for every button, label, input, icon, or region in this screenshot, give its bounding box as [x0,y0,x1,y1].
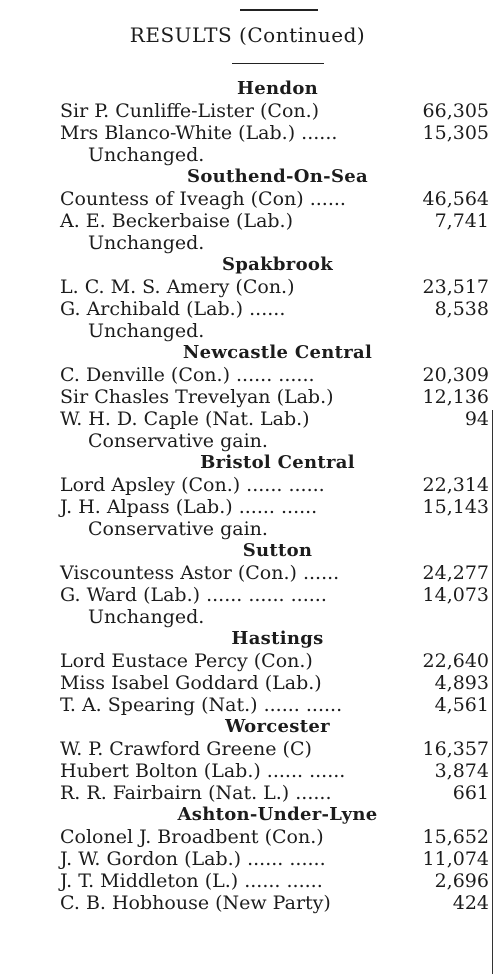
vote-count: 7,741 [434,210,489,232]
vote-count: 22,314 [422,474,489,496]
candidate-row [0,694,495,716]
candidate-name: Lord Apsley (Con.) ...... ...... [60,474,325,496]
candidate-row [0,826,495,848]
vote-count: 23,517 [422,276,489,298]
vote-count: 16,357 [422,738,489,760]
constituency-section [0,804,495,914]
candidate-name: J. H. Alpass (Lab.) ...... ...... [60,496,318,518]
candidate-name: W. H. D. Caple (Nat. Lab.) [60,408,310,430]
candidate-name: J. T. Middleton (L.) ...... ...... [60,870,323,892]
page-title: RESULTS (Continued) [129,23,366,47]
vote-count: 3,874 [434,760,489,782]
constituency-name: Southend-On-Sea [187,166,368,187]
constituency-name: Ashton-Under-Lyne [177,804,378,825]
vote-count: 661 [452,782,489,804]
vote-count: 424 [452,892,489,914]
candidate-name: Miss Isabel Goddard (Lab.) [60,672,322,694]
result-note: Conservative gain. [88,518,268,540]
vote-count: 2,696 [434,870,489,892]
candidate-name: L. C. M. S. Amery (Con.) [60,276,295,298]
constituency-section [0,166,495,254]
constituency-name: Hastings [231,628,324,649]
constituency-section [0,540,495,628]
candidate-name: C. Denville (Con.) ...... ...... [60,364,315,386]
result-note: Unchanged. [88,232,205,254]
candidate-row [0,188,495,210]
candidate-name: G. Archibald (Lab.) ...... [60,298,286,320]
candidate-name: W. P. Crawford Greene (C) [60,738,312,760]
candidate-name: A. E. Beckerbaise (Lab.) [60,210,294,232]
heading-rule [232,63,324,64]
vote-count: 22,640 [422,650,489,672]
vote-count: 4,893 [434,672,489,694]
candidate-row [0,892,495,914]
results-list [0,78,495,914]
candidate-row [0,650,495,672]
result-note: Unchanged. [88,320,205,342]
candidate-row [0,672,495,694]
candidate-name: Hubert Bolton (Lab.) ...... ...... [60,760,346,782]
vote-count: 24,277 [422,562,489,584]
candidate-row [0,562,495,584]
vote-count: 15,143 [422,496,489,518]
constituency-section [0,452,495,540]
candidate-row [0,364,495,386]
constituency-name: Bristol Central [200,452,355,473]
candidate-row [0,298,495,320]
candidate-row [0,848,495,870]
vote-count: 15,305 [422,122,489,144]
vote-count: 11,074 [422,848,489,870]
constituency-name: Worcester [225,716,330,737]
candidate-row [0,408,495,430]
candidate-name: C. B. Hobhouse (New Party) [60,892,331,914]
candidate-name: Lord Eustace Percy (Con.) [60,650,313,672]
candidate-row [0,210,495,232]
candidate-row [0,870,495,892]
candidate-name: Viscountess Astor (Con.) ...... [60,562,340,584]
constituency-name: Newcastle Central [182,342,373,363]
candidate-name: R. R. Fairbairn (Nat. L.) ...... [60,782,332,804]
candidate-row [0,474,495,496]
candidate-row [0,122,495,144]
result-note: Conservative gain. [88,430,268,452]
candidate-name: Sir P. Cunliffe-Lister (Con.) [60,100,320,122]
vote-count: 12,136 [422,386,489,408]
result-note: Unchanged. [88,606,205,628]
vote-count: 20,309 [422,364,489,386]
candidate-name: Colonel J. Broadbent (Con.) [60,826,324,848]
result-note: Unchanged. [88,144,205,166]
candidate-name: T. A. Spearing (Nat.) ...... ...... [60,694,343,716]
constituency-name: Hendon [236,78,319,99]
constituency-section [0,254,495,342]
candidate-name: G. Ward (Lab.) ...... ...... ...... [60,584,327,606]
vote-count: 15,652 [422,826,489,848]
candidate-name: Countess of Iveagh (Con) ...... [60,188,346,210]
vote-count: 4,561 [434,694,489,716]
constituency-section [0,342,495,452]
vote-count: 66,305 [422,100,489,122]
candidate-name: Mrs Blanco-White (Lab.) ...... [60,122,338,144]
top-rule [240,9,318,11]
vote-count: 14,073 [422,584,489,606]
candidate-row [0,738,495,760]
candidate-row [0,760,495,782]
candidate-row [0,782,495,804]
candidate-row [0,496,495,518]
constituency-name: Spakbrook [222,254,333,275]
candidate-name: J. W. Gordon (Lab.) ...... ...... [60,848,326,870]
candidate-row [0,584,495,606]
candidate-name: Sir Chasles Trevelyan (Lab.) [60,386,334,408]
constituency-section [0,628,495,716]
constituency-section [0,716,495,804]
candidate-row [0,100,495,122]
vote-count: 46,564 [422,188,489,210]
vote-count: 94 [464,408,489,430]
vote-count: 8,538 [434,298,489,320]
candidate-row [0,386,495,408]
constituency-section [0,78,495,166]
constituency-name: Sutton [242,540,313,561]
candidate-row [0,276,495,298]
